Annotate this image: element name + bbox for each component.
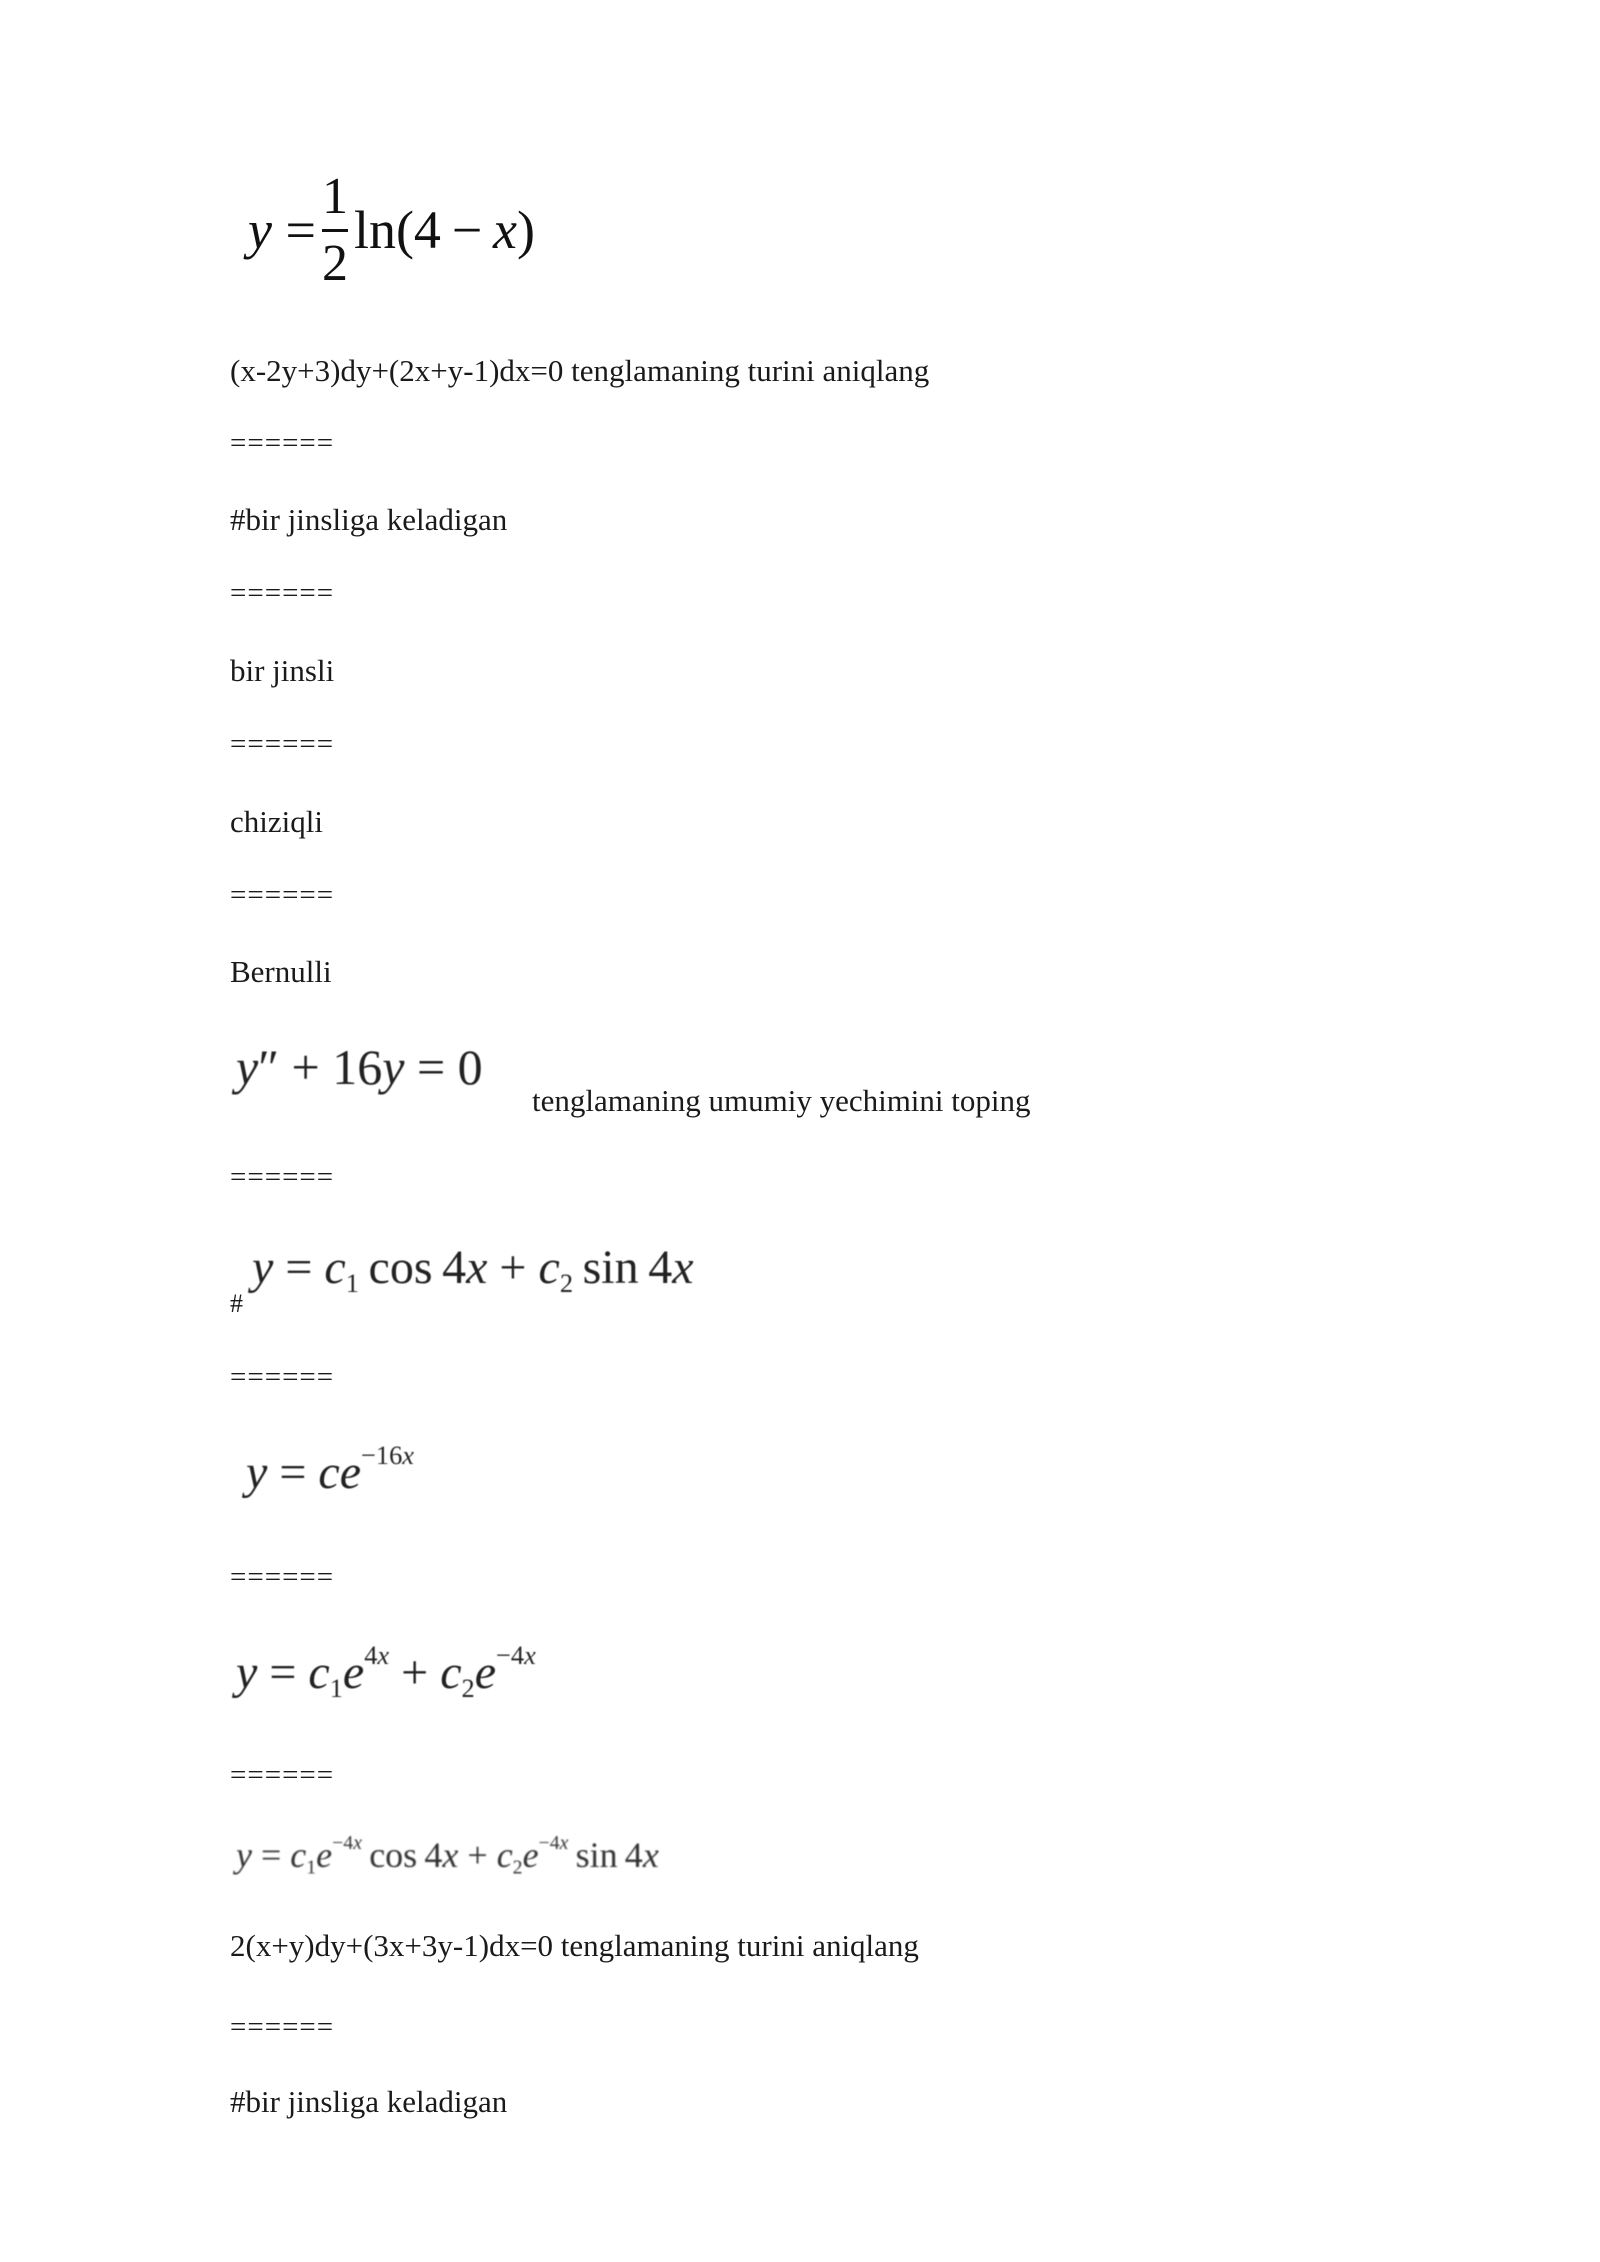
separator: ====== — [230, 2011, 335, 2043]
q3-option-1: #bir jinsliga keladigan — [230, 2084, 508, 2119]
separator: ====== — [230, 1759, 335, 1791]
formula-image-2: y″ + 16y = 0 — [236, 1039, 483, 1095]
question-1-text: (x-2y+3)dy+(2x+y-1)dx=0 tenglamaning turini aniqlang — [230, 353, 930, 388]
formula-image-4: $y = ce^{-16x}$ — [246, 1440, 414, 1499]
formula-image-1: y = $\frac{1}{2}$ ln(4 − x) — [248, 167, 535, 292]
q1-option-3: chiziqli — [230, 804, 323, 839]
separator: ====== — [230, 728, 335, 760]
separator: ====== — [230, 1361, 335, 1393]
q1-option-4: Bernulli — [230, 954, 332, 989]
separator: ====== — [230, 879, 335, 911]
correct-answer-mark: # — [230, 1289, 243, 1318]
separator: ====== — [230, 1561, 335, 1593]
separator: ====== — [230, 427, 335, 459]
separator: ====== — [230, 1161, 335, 1193]
question-3-text: 2(x+y)dy+(3x+3y-1)dx=0 tenglamaning turini aniqlang — [230, 1928, 919, 1963]
formula-image-5: $y = c_1e^{4x} + c_2e^{-4x}$ — [236, 1640, 536, 1703]
separator: ====== — [230, 577, 335, 609]
formula-image-3: $y = c_1$ $\cos 4x + c_2$ sin 4x — [252, 1241, 694, 1299]
q1-option-1: #bir jinsliga keladigan — [230, 502, 508, 537]
q1-option-2: bir jinsli — [230, 653, 335, 688]
question-2-text: tenglamaning umumiy yechimini toping — [532, 1083, 1031, 1118]
formula-image-6: $y = c_1e^{-4x}$ $\cos 4x + c_2e^{-4x}$ sin 4x — [236, 1832, 659, 1879]
